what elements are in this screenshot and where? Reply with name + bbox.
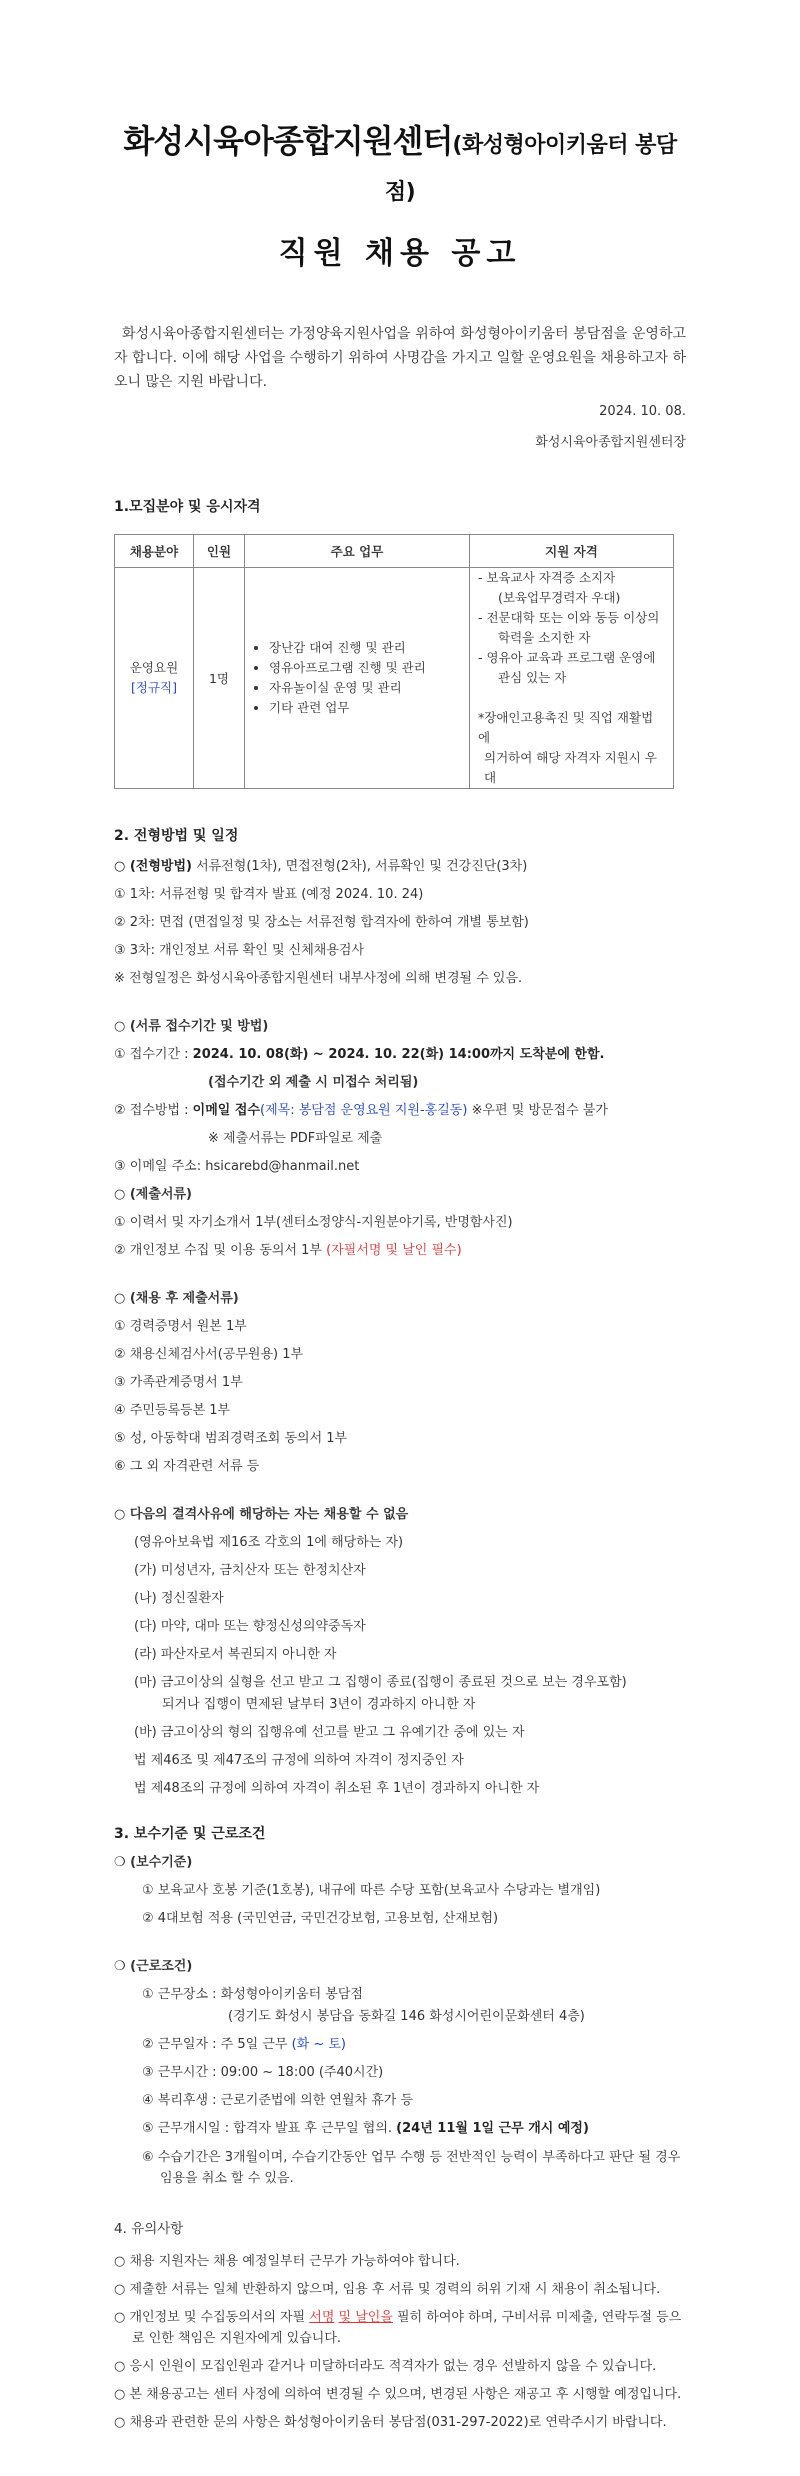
qual-line: 의거하여 해당 자격자 지원시 우대 bbox=[484, 750, 657, 785]
caution-item: ○ 채용 지원자는 채용 예정일부터 근무가 가능하여야 합니다. bbox=[114, 2254, 460, 2269]
field-name: 운영요원 bbox=[129, 660, 179, 675]
submit-method-suffix: ※우편 및 방문접수 불가 bbox=[467, 1103, 608, 1118]
recruit-table bbox=[114, 534, 674, 789]
pay-label: ❍ (보수기준) bbox=[114, 1855, 193, 1870]
qual-line: - 영유아 교육과 프로그램 운영에 bbox=[478, 650, 656, 665]
method-text: 서류전형(1차), 면접전형(2차), 서류확인 및 건강진단(3차) bbox=[191, 859, 528, 874]
method-line bbox=[114, 857, 686, 877]
submit-item-prefix: ② 개인정보 수집 및 이용 동의서 1부 bbox=[114, 1243, 327, 1258]
after-item: ② 채용신체검사서(공무원용) 1부 bbox=[114, 1347, 304, 1362]
section4-heading: 4. 유의사항 bbox=[114, 2221, 184, 2237]
qual-line: (보육업무경력자 우대) bbox=[498, 590, 621, 605]
work-welfare: ④ 복리후생 : 근로기준법에 의한 연월차 휴가 등 bbox=[142, 2093, 414, 2108]
disqualification-item: 법 제48조의 규정에 의하여 자격이 취소된 후 1년이 경과하지 아니한 자 bbox=[134, 1781, 540, 1796]
submit-method-bold: 이메일 접수 bbox=[192, 1103, 260, 1118]
qual-line: - 보육교사 자격증 소지자 bbox=[478, 570, 616, 585]
qual-spacer bbox=[478, 688, 665, 708]
caution-seal-highlight: 및 날인을 bbox=[338, 2310, 393, 2325]
pdf-note: ※ 제출서류는 PDF파일로 제출 bbox=[208, 1131, 383, 1146]
step-line: ③ 3차: 개인정보 서류 확인 및 신체채용검사 bbox=[114, 943, 365, 958]
after-item: ③ 가족관계증명서 1부 bbox=[114, 1375, 243, 1390]
caution-item: ○ 제출한 서류는 일체 반환하지 않으며, 임용 후 서류 및 경력의 허위 기재 시 채용이 취소됩니다. bbox=[114, 2282, 661, 2297]
after-label: ○ (채용 후 제출서류) bbox=[114, 1291, 239, 1306]
section2-heading: 2. 전형방법 및 일정 bbox=[114, 828, 239, 844]
email-line: ③ 이메일 주소: hsicarebd@hanmail.net bbox=[114, 1159, 360, 1174]
list-item: • 자유놀이실 운영 및 관리 bbox=[269, 678, 461, 698]
headcount-cell: 1명 bbox=[194, 568, 245, 789]
disqualification-item: (마) 금고이상의 실형을 선고 받고 그 집행이 종료(집행이 종료된 것으로 보는 경우포함) bbox=[134, 1675, 627, 1690]
work-start bbox=[114, 2119, 686, 2139]
section1-heading: 1.모집분야 및 응시자격 bbox=[114, 499, 261, 515]
table-header-cell: 인원 bbox=[194, 535, 245, 568]
field-tag: [정규직] bbox=[131, 680, 177, 695]
submit-item-red: (자필서명 및 날인 필수) bbox=[326, 1243, 462, 1258]
intro-paragraph: 화성시육아종합지원센터는 가정양육지원사업을 위하여 화성형아이키움터 봉담점을 운영하고자 합니다. 이에 해당 사업을 수행하기 위하여 사명감을 가지고 일할 운영요원을 채용하고자 하오니 많은 지원 바랍니다. bbox=[114, 326, 686, 390]
qualification-cell bbox=[470, 568, 674, 789]
after-item: ⑥ 그 외 자격관련 서류 등 bbox=[114, 1459, 260, 1474]
field-cell bbox=[115, 568, 194, 789]
caution-suffix: 필히 하여야 하며, 구비서류 미제출, 연락두절 등으로 인한 책임은 지원자에게 있습니다. bbox=[132, 2310, 682, 2346]
table-header-row bbox=[115, 535, 674, 568]
disqualification-item: (나) 정신질환자 bbox=[134, 1591, 224, 1606]
step-line: ① 1차: 서류전형 및 합격자 발표 (예정 2024. 10. 24) bbox=[114, 887, 424, 902]
disqualification-item: (가) 미성년자, 금치산자 또는 한정치산자 bbox=[134, 1563, 366, 1578]
duty-list bbox=[253, 638, 461, 718]
disqualification-item: (다) 마약, 대마 또는 향정신성의약중독자 bbox=[134, 1619, 366, 1634]
submit-method-line bbox=[114, 1101, 686, 1121]
qual-line: - 전문대학 또는 이와 동등 이상의 bbox=[478, 610, 660, 625]
disqualification-item: 되거나 집행이 면제된 날부터 3년이 경과하지 아니한 자 bbox=[162, 1697, 476, 1712]
disqualification-item: 법 제46조 및 제47조의 규정에 의하여 자격이 정지중인 자 bbox=[134, 1753, 464, 1768]
period-suffix: 까지 도착분에 한함. bbox=[490, 1047, 605, 1062]
period-note: (접수기간 외 제출 시 미접수 처리됨) bbox=[208, 1075, 419, 1090]
submit-label: ○ (제출서류) bbox=[114, 1187, 192, 1202]
probation-note: ⑥ 수습기간은 3개월이며, 수습기간동안 업무 수행 등 전반적인 능력이 부족하다고 판단 될 경우 임용을 취소 할 수 있음. bbox=[142, 2150, 681, 2186]
table-header-cell: 채용분야 bbox=[115, 535, 194, 568]
after-item: ① 경력증명서 원본 1부 bbox=[114, 1319, 247, 1334]
title-sub: (화성형아이키움터 봉담점) bbox=[384, 133, 677, 205]
submit-item bbox=[114, 1241, 686, 1261]
submit-method-subject: (제목: 봉담점 운영요원 지원-홍길동) bbox=[260, 1103, 468, 1118]
period-prefix: ① 접수기간 : bbox=[114, 1047, 193, 1062]
after-item: ④ 주민등록등본 1부 bbox=[114, 1403, 231, 1418]
list-item: • 기타 관련 업무 bbox=[269, 698, 461, 718]
period-line bbox=[114, 1045, 686, 1065]
period-value: 2024. 10. 08(화) ~ 2024. 10. 22(화) 14:00 bbox=[192, 1047, 490, 1062]
qual-line: 학력을 소지한 자 bbox=[498, 630, 591, 645]
work-time: ③ 근무시간 : 09:00 ~ 18:00 (주40시간) bbox=[142, 2065, 384, 2080]
notice-signature: 화성시육아종합지원센터장 bbox=[535, 435, 686, 450]
work-start-prefix: ⑤ 근무개시일 : 합격자 발표 후 근무일 협의. bbox=[142, 2121, 397, 2136]
work-days-value: (화 ~ 토) bbox=[291, 2037, 346, 2052]
page-title bbox=[114, 120, 686, 214]
qual-line: *장애인고용촉진 및 직업 재활법에 bbox=[478, 710, 654, 745]
notice-date: 2024. 10. 08. bbox=[599, 404, 686, 419]
table-header-cell: 지원 자격 bbox=[470, 535, 674, 568]
caution-prefix: ○ 개인정보 및 수집동의서의 자필 bbox=[114, 2310, 310, 2325]
title-main: 화성시육아종합지원센터 bbox=[123, 122, 453, 160]
table-header-cell: 주요 업무 bbox=[245, 535, 470, 568]
section3-heading: 3. 보수기준 및 근로조건 bbox=[114, 1826, 266, 1842]
period-label: ○ (서류 접수기간 및 방법) bbox=[114, 1019, 269, 1034]
caution-item: ○ 응시 인원이 모집인원과 같거나 미달하더라도 적격자가 없는 경우 선발하지 않을 수 있습니다. bbox=[114, 2359, 657, 2374]
list-item: • 영유아프로그램 진행 및 관리 bbox=[269, 658, 461, 678]
work-label: ❍ (근로조건) bbox=[114, 1959, 193, 1974]
disqualification-item: (라) 파산자로서 복권되지 아니한 자 bbox=[134, 1647, 337, 1662]
caution-item: ○ 채용과 관련한 문의 사항은 화성형아이키움터 봉담점(031-297-2022)로 연락주시기 바랍니다. bbox=[114, 2415, 667, 2430]
step-line: ② 2차: 면접 (면접일정 및 장소는 서류전형 합격자에 한하여 개별 통보함) bbox=[114, 915, 529, 930]
table-row bbox=[115, 568, 674, 789]
caution-signature-highlight: 서명 bbox=[309, 2310, 335, 2325]
page-subtitle: 직원 채용 공고 bbox=[278, 236, 522, 271]
work-place-address: (경기도 화성시 봉담읍 동화길 146 화성시어린이문화센터 4층) bbox=[228, 2009, 585, 2024]
duty-cell bbox=[245, 568, 470, 789]
work-days-prefix: ② 근무일자 : 주 5일 근무 bbox=[142, 2037, 292, 2052]
list-item: • 장난감 대여 진행 및 관리 bbox=[269, 638, 461, 658]
submit-method-prefix: ② 접수방법 : bbox=[114, 1103, 193, 1118]
qual-line: 관심 있는 자 bbox=[498, 670, 567, 685]
work-start-date: (24년 11월 1일 근무 개시 예정) bbox=[396, 2121, 589, 2136]
pay-item: ② 4대보험 적용 (국민연금, 국민건강보험, 고용보험, 산재보험) bbox=[142, 1911, 499, 1926]
caution-item bbox=[114, 2307, 686, 2349]
caution-item: ○ 본 채용공고는 센터 사정에 의하여 변경될 수 있으며, 변경된 사항은 재공고 후 시행할 예정입니다. bbox=[114, 2387, 682, 2402]
schedule-note: ※ 전형일정은 화성시육아종합지원센터 내부사정에 의해 변경될 수 있음. bbox=[114, 971, 523, 986]
disqualification-item: (바) 금고이상의 형의 집행유예 선고를 받고 그 유예기간 중에 있는 자 bbox=[134, 1725, 525, 1740]
pay-item: ① 보육교사 호봉 기준(1호봉), 내규에 따른 수당 포함(보육교사 수당과는 별개임) bbox=[142, 1883, 601, 1898]
disqualification-item: (영유아보육법 제16조 각호의 1에 해당하는 자) bbox=[134, 1535, 404, 1550]
work-place: ① 근무장소 : 화성형아이키움터 봉담점 bbox=[142, 1987, 363, 2002]
after-item: ⑤ 성, 아동학대 범죄경력조회 동의서 1부 bbox=[114, 1431, 348, 1446]
disqualification-label: ○ 다음의 결격사유에 해당하는 자는 채용할 수 없음 bbox=[114, 1507, 409, 1522]
work-days bbox=[114, 2035, 686, 2055]
method-label: ○ (전형방법) bbox=[114, 859, 192, 874]
submit-item: ① 이력서 및 자기소개서 1부(센터소정양식-지원분야기록, 반명함사진) bbox=[114, 1215, 513, 1230]
